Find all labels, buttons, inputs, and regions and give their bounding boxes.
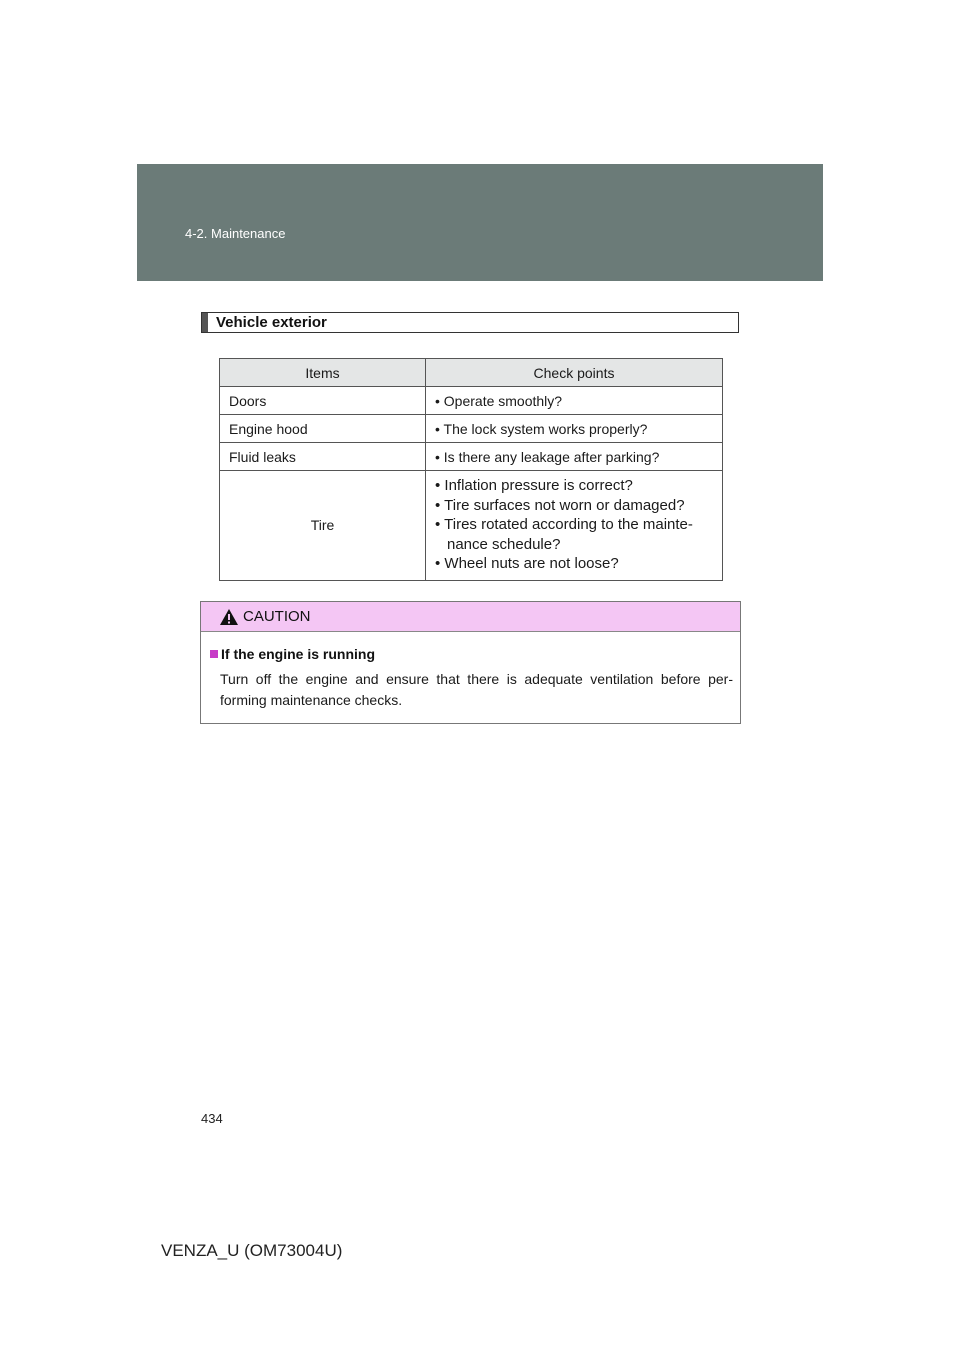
- check-line: • Tire surfaces not worn or damaged?: [435, 496, 685, 514]
- table-row: [220, 443, 723, 471]
- caution-text: Turn off the engine and ensure that there is adequate ventilation before per-forming maintenance checks.: [220, 671, 733, 708]
- column-header-items: Items: [220, 359, 426, 387]
- page-number: 434: [201, 1111, 223, 1126]
- row-check-fluid-leaks: • Is there any leakage after parking?: [426, 443, 723, 471]
- row-checks-tire: [426, 471, 723, 581]
- section-label: 4-2. Maintenance: [185, 226, 286, 241]
- check-line: • Wheel nuts are not loose?: [435, 555, 619, 572]
- caution-label: CAUTION: [243, 608, 311, 625]
- table-row: [220, 415, 723, 443]
- row-item-tire: Tire: [220, 471, 426, 581]
- chapter-header-band: [137, 164, 823, 281]
- table-row: [220, 471, 723, 581]
- bullet-square-icon: [210, 650, 218, 658]
- check-line: • Inflation pressure is correct?: [435, 477, 633, 494]
- row-item-engine-hood: Engine hood: [220, 415, 426, 443]
- row-item-fluid-leaks: Fluid leaks: [220, 443, 426, 471]
- row-check-doors: • Operate smoothly?: [426, 387, 723, 415]
- subheading-title: Vehicle exterior: [216, 314, 327, 331]
- row-item-doors: Doors: [220, 387, 426, 415]
- warning-triangle-icon: [219, 608, 239, 626]
- table-header-row: [220, 359, 723, 387]
- subheading-accent: [202, 313, 208, 332]
- check-line: • Tires rotated according to the mainte-nance schedule?: [435, 516, 693, 553]
- column-header-check-points: Check points: [426, 359, 723, 387]
- row-check-engine-hood: • The lock system works properly?: [426, 415, 723, 443]
- caution-box: [200, 601, 741, 724]
- check-table: [219, 358, 723, 581]
- table-row: [220, 387, 723, 415]
- caution-subtitle: If the engine is running: [221, 646, 375, 662]
- document-id: VENZA_U (OM73004U): [161, 1241, 343, 1260]
- subheading-bar: [201, 312, 739, 333]
- caution-header: [201, 602, 740, 632]
